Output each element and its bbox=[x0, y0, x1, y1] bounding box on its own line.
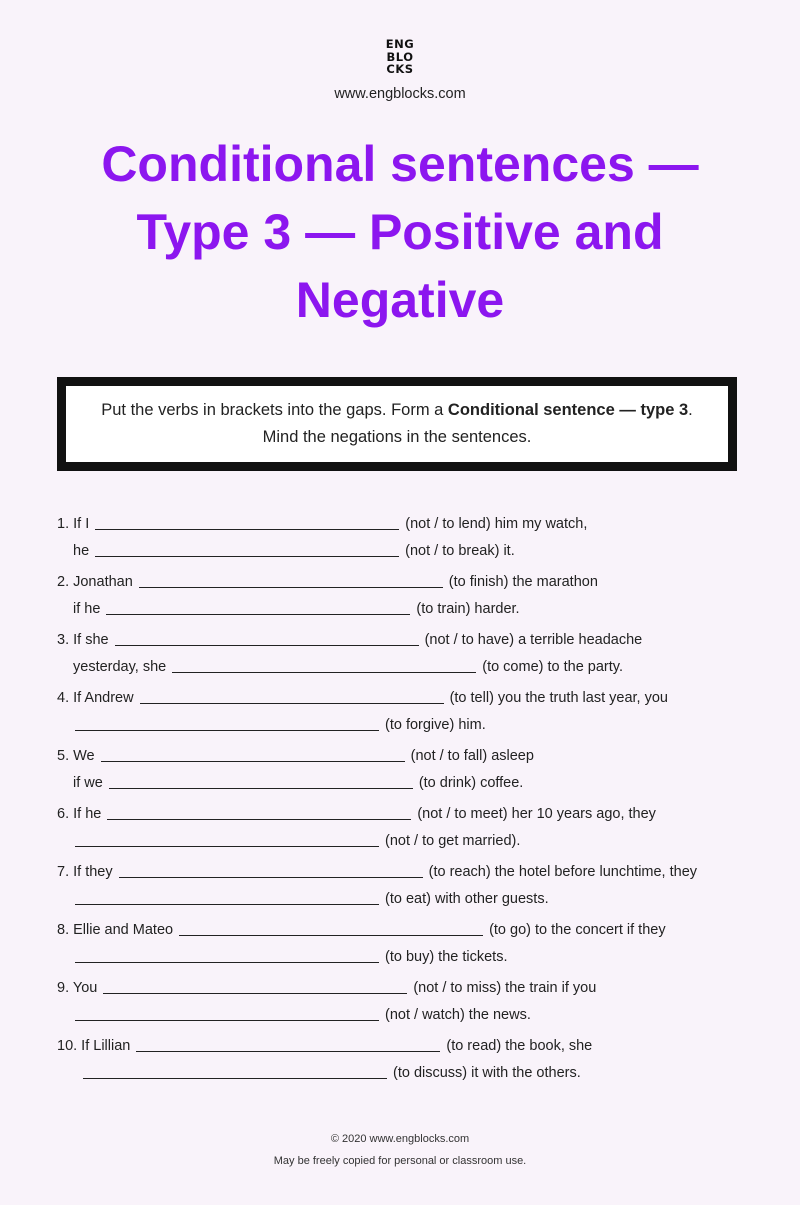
exercise-hint: (to train) harder. bbox=[416, 601, 520, 617]
exercise-prefix: if we bbox=[73, 775, 103, 791]
answer-gap[interactable] bbox=[75, 1020, 379, 1021]
exercise-hint: (to discuss) it with the others. bbox=[393, 1065, 581, 1081]
exercise-item bbox=[57, 623, 757, 677]
answer-gap[interactable] bbox=[103, 993, 407, 994]
answer-gap[interactable] bbox=[115, 645, 419, 646]
exercise-prefix: 10. If Lillian bbox=[57, 1038, 131, 1054]
answer-gap[interactable] bbox=[106, 614, 410, 615]
answer-gap[interactable] bbox=[107, 819, 411, 820]
exercise-hint: (not / to fall) asleep bbox=[410, 748, 534, 764]
exercise-hint: (to read) the book, she bbox=[446, 1038, 593, 1054]
exercise-prefix: 7. If they bbox=[57, 864, 113, 880]
instructions-bold: Conditional sentence — type 3 bbox=[447, 401, 689, 419]
exercise-hint: (to forgive) him. bbox=[385, 717, 486, 733]
footer-copyright: © 2020 www.engblocks.com bbox=[330, 1133, 470, 1145]
exercise-hint: (to eat) with other guests. bbox=[385, 891, 549, 907]
instructions-part-1: Put the verbs in brackets into the gaps. Form a bbox=[101, 401, 448, 419]
answer-gap[interactable] bbox=[75, 904, 379, 905]
exercise-hint: (to go) to the concert if they bbox=[489, 922, 666, 938]
exercise-hint: (not / to meet) her 10 years ago, they bbox=[417, 806, 656, 822]
answer-gap[interactable] bbox=[75, 730, 379, 731]
exercise-list bbox=[57, 507, 757, 1087]
exercise-item bbox=[57, 971, 757, 1025]
exercise-prefix: if he bbox=[73, 601, 101, 617]
answer-gap[interactable] bbox=[83, 1078, 387, 1079]
exercise-hint: (to reach) the hotel before lunchtime, they bbox=[428, 864, 698, 880]
exercise-item bbox=[57, 913, 757, 967]
logo-line-1: ENG bbox=[385, 37, 415, 51]
answer-gap[interactable] bbox=[95, 529, 399, 530]
exercise-hint: (not / watch) the news. bbox=[385, 1007, 531, 1023]
exercise-hint: (not / to break) it. bbox=[405, 543, 515, 559]
exercise-item bbox=[57, 797, 757, 851]
exercise-hint: (to come) to the party. bbox=[482, 659, 623, 675]
answer-gap[interactable] bbox=[172, 672, 476, 673]
page-title: Conditional sentences — Type 3 — Positive and Negative bbox=[101, 136, 699, 328]
exercise-prefix: 1. If I bbox=[57, 516, 90, 532]
site-url[interactable]: www.engblocks.com bbox=[334, 86, 466, 102]
exercise-hint: (not / to miss) the train if you bbox=[413, 980, 597, 996]
answer-gap[interactable] bbox=[75, 846, 379, 847]
exercise-hint: (to finish) the marathon bbox=[448, 574, 598, 590]
logo-line-3: CKS bbox=[386, 62, 414, 76]
exercise-item bbox=[57, 1029, 757, 1083]
exercise-prefix: 4. If Andrew bbox=[57, 690, 134, 706]
logo-line-2: BLO bbox=[386, 49, 414, 64]
exercise-hint: (to drink) coffee. bbox=[418, 775, 524, 791]
exercise-prefix: 9. You bbox=[57, 980, 98, 996]
exercise-item bbox=[57, 507, 757, 561]
answer-gap[interactable] bbox=[95, 556, 399, 557]
exercise-prefix: he bbox=[73, 543, 90, 559]
exercise-prefix: 2. Jonathan bbox=[57, 574, 133, 590]
exercise-item bbox=[57, 565, 757, 619]
instructions-text bbox=[86, 397, 708, 451]
exercise-prefix: 8. Ellie and Mateo bbox=[57, 922, 174, 938]
exercise-prefix: 6. If he bbox=[57, 806, 102, 822]
footer-license: May be freely copied for personal or classroom use. bbox=[273, 1155, 527, 1167]
exercise-hint: (not / to have) a terrible headache bbox=[424, 632, 643, 648]
exercise-hint: (to buy) the tickets. bbox=[385, 949, 508, 965]
instructions-box bbox=[57, 377, 737, 471]
exercise-prefix: 3. If she bbox=[57, 632, 109, 648]
answer-gap[interactable] bbox=[75, 962, 379, 963]
engblocks-logo bbox=[0, 38, 800, 76]
page-footer bbox=[0, 1128, 800, 1172]
answer-gap[interactable] bbox=[136, 1051, 440, 1052]
answer-gap[interactable] bbox=[179, 935, 483, 936]
exercise-item bbox=[57, 855, 757, 909]
answer-gap[interactable] bbox=[139, 587, 443, 588]
instructions-part-2: . Mind the negations in the sentences. bbox=[262, 401, 693, 446]
exercise-hint: (not / to lend) him my watch, bbox=[405, 516, 588, 532]
exercise-hint: (to tell) you the truth last year, you bbox=[449, 690, 668, 706]
answer-gap[interactable] bbox=[119, 877, 423, 878]
answer-gap[interactable] bbox=[101, 761, 405, 762]
exercise-hint: (not / to get married). bbox=[385, 833, 521, 849]
exercise-item bbox=[57, 739, 757, 793]
exercise-prefix: yesterday, she bbox=[73, 659, 167, 675]
answer-gap[interactable] bbox=[140, 703, 444, 704]
answer-gap[interactable] bbox=[109, 788, 413, 789]
exercise-prefix: 5. We bbox=[57, 748, 95, 764]
exercise-item bbox=[57, 681, 757, 735]
